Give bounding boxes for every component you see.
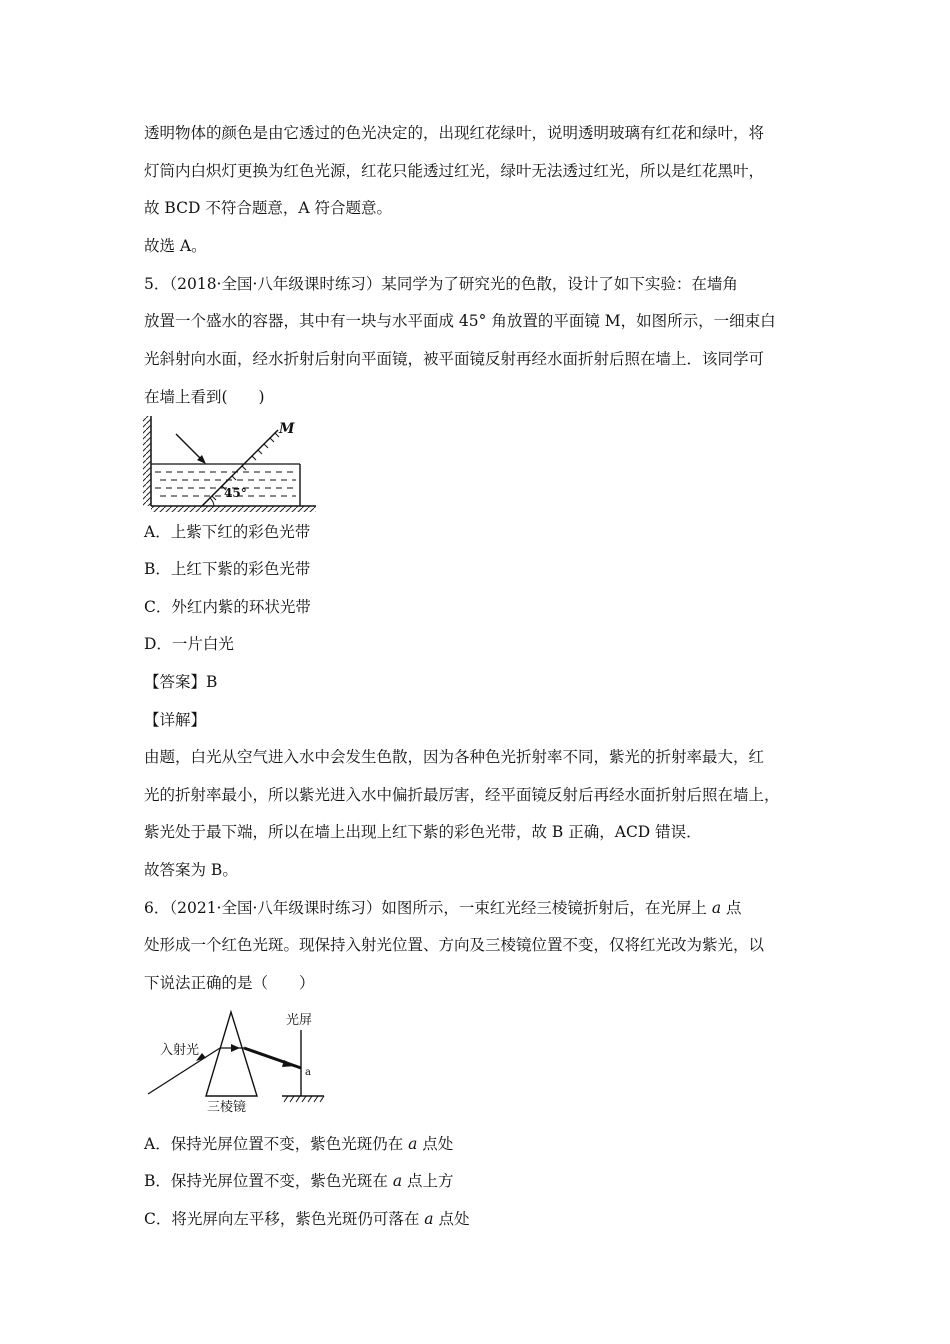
q6-incident-label: 入射光 (160, 1043, 200, 1058)
q5-mirror-diagram (140, 412, 320, 512)
q6-prism-label: 三棱镜 (207, 1100, 247, 1113)
q5-detail-line-1: 由题，白光从空气进入水中会发生色散，因为各种色光折射率不同，紫光的折射率最大，红 (144, 748, 765, 766)
q5-stem-line-1: 5．（2018·全国·八年级课时练习）某同学为了研究光的色散，设计了如下实验：在墙角 (144, 275, 738, 293)
q6-option-b-pre: B．保持光屏位置不变，紫色光斑在 (144, 1172, 393, 1190)
q5-option-a: A．上紫下红的彩色光带 (144, 523, 311, 541)
q6-stem-line-1-post: 点 (721, 899, 742, 917)
q5-final-answer: 故答案为 B。 (144, 861, 238, 879)
q6-option-b (144, 1170, 454, 1192)
q5-detail-line-3: 紫光处于最下端，所以在墙上出现上红下紫的彩色光带，故 B 正确，ACD 错误． (144, 823, 702, 841)
q6-option-c-var: a (424, 1210, 434, 1228)
q5-detail-line-2: 光的折射率最小，所以紫光进入水中偏折最厉害，经平面镜反射后再经水面折射后照在墙上， (144, 786, 780, 804)
q6-option-c-post: 点处 (433, 1210, 470, 1228)
q5-detail-heading: 【详解】 (144, 711, 207, 729)
q6-stem-line-1-pre: 6．（2021·全国·八年级课时练习）如图所示，一束红光经三棱镜折射后，在光屏上 (144, 899, 712, 917)
q6-point-a-label: a (305, 1067, 311, 1078)
q6-option-c (144, 1208, 469, 1230)
q5-angle-label: 45° (224, 486, 247, 500)
q5-option-c: C．外红内紫的环状光带 (144, 598, 311, 616)
q6-option-a (144, 1133, 453, 1155)
q6-stem-line-2: 处形成一个红色光斑。现保持入射光位置、方向及三棱镜位置不变，仅将红光改为紫光，以 (144, 936, 765, 954)
intro-line-1: 透明物体的颜色是由它透过的色光决定的，出现红花绿叶，说明透明玻璃有红花和绿叶，将 (144, 124, 765, 142)
q6-stem-line-1-var: a (711, 899, 722, 917)
intro-line-3: 故 BCD 不符合题意，A 符合题意。 (144, 199, 392, 217)
q6-prism-diagram (140, 1008, 340, 1113)
intro-answer: 故选 A。 (144, 237, 207, 255)
q6-stem-line-1 (144, 897, 742, 919)
q6-screen-label: 光屏 (286, 1013, 313, 1028)
q5-stem-line-3: 光斜射向水面，经水折射后射向平面镜，被平面镜反射再经水面折射后照在墙上．该同学可 (144, 350, 765, 368)
q5-stem-line-4: 在墙上看到( ) (144, 388, 265, 406)
q6-option-a-pre: A．保持光屏位置不变，紫色光斑仍在 (144, 1135, 409, 1153)
q6-option-b-var: a (392, 1172, 403, 1190)
q6-option-b-post: 点上方 (402, 1172, 454, 1190)
q5-mirror-label: M (279, 421, 295, 437)
q5-answer: 【答案】B (144, 673, 218, 691)
q6-option-a-var: a (408, 1135, 418, 1153)
q5-option-b: B．上红下紫的彩色光带 (144, 560, 311, 578)
q5-stem-line-2: 放置一个盛水的容器，其中有一块与水平面成 45° 角放置的平面镜 M，如图所示，一细束白 (144, 312, 776, 330)
intro-line-2: 灯筒内白炽灯更换为红色光源，红花只能透过红光，绿叶无法透过红光，所以是红花黑叶， (144, 162, 765, 180)
q6-stem-line-3: 下说法正确的是（ ） (144, 974, 315, 992)
q6-option-c-pre: C．将光屏向左平移，紫色光斑仍可落在 (144, 1210, 425, 1228)
q6-option-a-post: 点处 (417, 1135, 454, 1153)
q5-option-d: D．一片白光 (144, 635, 234, 653)
